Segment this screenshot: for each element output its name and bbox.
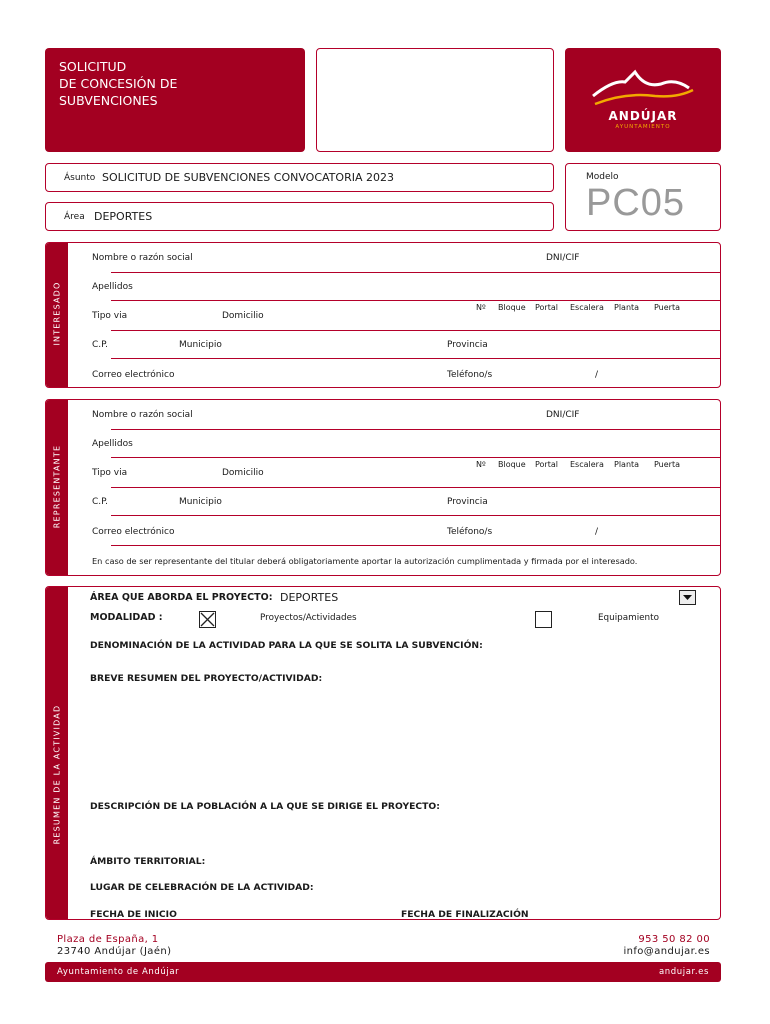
fecha-inicio-label: FECHA DE INICIO	[90, 909, 177, 920]
modelo-code: PC05	[586, 182, 686, 224]
puerta-field-label: Puerta	[654, 460, 681, 469]
area-box[interactable]	[45, 202, 554, 231]
footer-contact	[623, 934, 710, 958]
andujar-logo-icon	[565, 48, 721, 152]
asunto-label: Ásunto	[64, 173, 96, 183]
numero-field-label: Nº	[476, 303, 486, 312]
area-proyecto-value[interactable]: DEPORTES	[280, 591, 339, 604]
apellidos-field-label: Apellidos	[92, 282, 133, 292]
proyectos-option-label: Proyectos/Actividades	[260, 613, 357, 623]
footer-org: Ayuntamiento de Andújar	[57, 967, 180, 977]
divider	[111, 487, 720, 488]
footer-address	[57, 934, 171, 958]
footer-email[interactable]: info@andujar.es	[623, 946, 710, 957]
portal-field-label: Portal	[535, 303, 558, 312]
representante-section	[45, 399, 721, 576]
telefono-separator: /	[595, 527, 599, 537]
resumen-side-bar	[46, 587, 68, 919]
asunto-value: SOLICITUD DE SUBVENCIONES CONVOCATORIA 2023	[102, 171, 394, 184]
divider	[111, 515, 720, 516]
logo-sub: AYUNTAMIENTO	[615, 124, 671, 130]
municipio-field-label: Municipio	[179, 497, 222, 507]
resumen-section	[45, 586, 721, 920]
telefono-field-label: Teléfono/s	[447, 370, 493, 380]
header-blank-box[interactable]	[316, 48, 554, 152]
interesado-side-bar	[46, 243, 68, 387]
descripcion-poblacion-label: DESCRIPCIÓN DE LA POBLACIÓN A LA QUE SE DIRIGE EL PROYECTO:	[90, 801, 440, 812]
logo-block	[565, 48, 721, 152]
modalidad-label: MODALIDAD :	[90, 612, 163, 623]
lugar-celebracion-label: LUGAR DE CELEBRACIÓN DE LA ACTIVIDAD:	[90, 882, 314, 893]
correo-field-label: Correo electrónico	[92, 370, 175, 380]
ambito-territorial-label: ÁMBITO TERRITORIAL:	[90, 856, 206, 867]
divider	[111, 358, 720, 359]
interesado-section	[45, 242, 721, 388]
chevron-down-icon	[680, 591, 695, 604]
telefono-separator: /	[595, 370, 599, 380]
footer-phone: 953 50 82 00	[638, 934, 710, 945]
correo-field-label: Correo electrónico	[92, 527, 175, 537]
portal-field-label: Portal	[535, 460, 558, 469]
tipo-via-field-label: Tipo via	[92, 311, 128, 321]
cp-field-label: C.P.	[92, 340, 109, 350]
interesado-side-label: INTERESADO	[52, 281, 62, 346]
tipo-via-field-label: Tipo via	[92, 468, 128, 478]
apellidos-field-label: Apellidos	[92, 439, 133, 449]
domicilio-field-label: Domicilio	[222, 468, 264, 478]
representante-side-bar	[46, 400, 68, 575]
bloque-field-label: Bloque	[498, 303, 526, 312]
dni-field-label: DNI/CIF	[546, 253, 580, 263]
cp-field-label: C.P.	[92, 497, 109, 507]
area-label: Área	[64, 212, 85, 222]
domicilio-field-label: Domicilio	[222, 311, 264, 321]
header-title-line2: DE CONCESIÓN DE	[59, 76, 178, 91]
representante-note: En caso de ser representante del titular deberá obligatoriamente aportar la autorización cumplimentada y firmada por el interesado.	[92, 556, 638, 566]
modelo-box	[565, 163, 721, 231]
divider	[111, 300, 720, 301]
area-dropdown-button[interactable]	[679, 590, 696, 605]
logo-name: ANDÚJAR	[608, 109, 678, 123]
bloque-field-label: Bloque	[498, 460, 526, 469]
telefono-field-label: Teléfono/s	[447, 527, 493, 537]
resumen-side-label: RESUMEN DE LA ACTIVIDAD	[52, 704, 62, 845]
divider	[111, 272, 720, 273]
header-title-line1: SOLICITUD	[59, 59, 127, 74]
representante-side-label: REPRESENTANTE	[52, 444, 62, 529]
area-value: DEPORTES	[94, 210, 153, 223]
divider	[111, 457, 720, 458]
nombre-field-label: Nombre o razón social	[92, 410, 193, 420]
escalera-field-label: Escalera	[570, 303, 604, 312]
provincia-field-label: Provincia	[447, 340, 488, 350]
area-proyecto-label: ÁREA QUE ABORDA EL PROYECTO:	[90, 592, 273, 603]
divider	[111, 330, 720, 331]
divider	[111, 545, 720, 546]
proyectos-checkbox[interactable]	[199, 611, 216, 628]
planta-field-label: Planta	[614, 460, 640, 469]
header-title-block	[45, 48, 305, 152]
footer-address-line2: 23740 Andújar (Jaén)	[57, 946, 172, 957]
municipio-field-label: Municipio	[179, 340, 222, 350]
footer-web-link[interactable]: andujar.es	[658, 967, 709, 977]
footer-bar	[45, 962, 721, 982]
denominacion-label: DENOMINACIÓN DE LA ACTIVIDAD PARA LA QUE SE SOLITA LA SUBVENCIÓN:	[90, 640, 483, 651]
provincia-field-label: Provincia	[447, 497, 488, 507]
puerta-field-label: Puerta	[654, 303, 681, 312]
numero-field-label: Nº	[476, 460, 486, 469]
header-title-line3: SUBVENCIONES	[59, 93, 158, 108]
dni-field-label: DNI/CIF	[546, 410, 580, 420]
divider	[111, 429, 720, 430]
breve-resumen-field[interactable]	[90, 689, 710, 789]
planta-field-label: Planta	[614, 303, 640, 312]
modelo-label: Modelo	[586, 172, 619, 182]
equipamiento-checkbox[interactable]	[535, 611, 552, 628]
x-mark-icon	[200, 612, 215, 627]
nombre-field-label: Nombre o razón social	[92, 253, 193, 263]
escalera-field-label: Escalera	[570, 460, 604, 469]
footer-address-line1: Plaza de España, 1	[57, 934, 159, 945]
equipamiento-option-label: Equipamiento	[598, 613, 659, 623]
asunto-box[interactable]	[45, 163, 554, 192]
breve-resumen-label: BREVE RESUMEN DEL PROYECTO/ACTIVIDAD:	[90, 673, 323, 684]
fecha-fin-label: FECHA DE FINALIZACIÓN	[401, 909, 529, 920]
